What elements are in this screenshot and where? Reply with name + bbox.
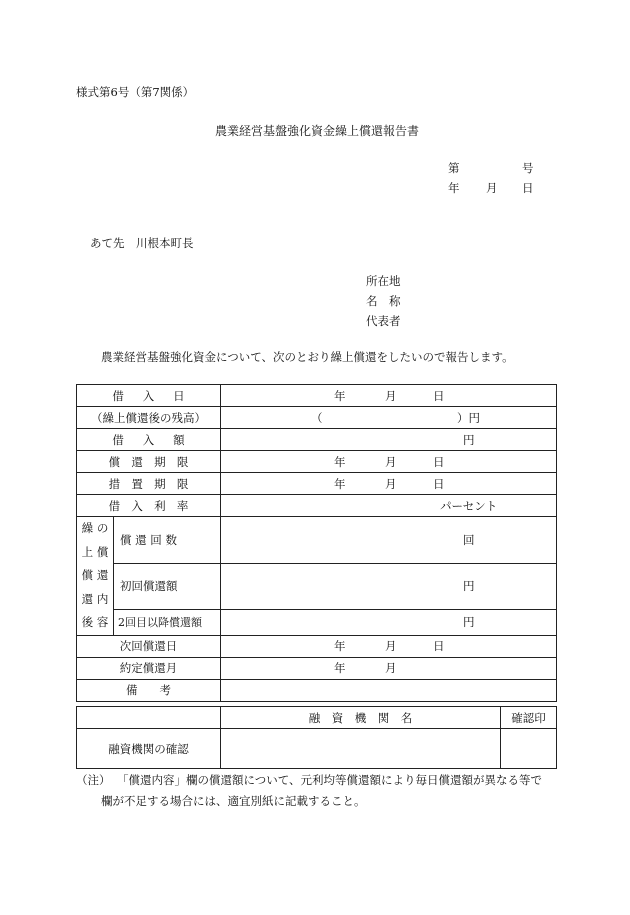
bank-confirm-row	[77, 729, 557, 769]
applicant-address-label: 所在地	[366, 274, 401, 288]
label-remarks: 備 考	[77, 679, 221, 701]
value-remarks[interactable]	[221, 679, 557, 701]
label-repay-count: 償 還 回 数	[114, 517, 221, 564]
row-interest-rate	[77, 495, 557, 517]
label-later-amount: 2回目以降償還額	[114, 610, 221, 636]
doc-no-go: 号	[522, 161, 534, 175]
bank-header-blank	[77, 707, 221, 729]
value-grace-deadline[interactable]: 年 月 日	[221, 473, 557, 495]
bank-header-seal: 確認印	[501, 707, 557, 729]
bank-name-field[interactable]	[221, 729, 501, 769]
bank-seal-field[interactable]	[501, 729, 557, 769]
label-repay-deadline: 償 還 期 限	[77, 451, 221, 473]
label-grace-deadline: 措 置 期 限	[77, 473, 221, 495]
doc-date-year: 年	[448, 181, 460, 195]
value-fixed-month[interactable]: 年 月	[221, 657, 557, 679]
label-borrow-amount: 借 入 額	[77, 429, 221, 451]
doc-date-day: 日	[522, 181, 534, 195]
doc-no-dai: 第	[448, 161, 460, 175]
label-first-amount: 初回償還額	[114, 563, 221, 610]
group-label-repayment: 繰 の 上 償 償 還 還 内 後 容	[77, 517, 114, 636]
value-later-amount[interactable]: 円	[221, 610, 557, 636]
value-repay-count[interactable]: 回	[221, 517, 557, 564]
note-line-2: 欄が不足する場合には、適宜別紙に記載すること。	[101, 794, 366, 808]
label-interest-rate: 借 入 利 率	[77, 495, 221, 517]
value-borrow-amount[interactable]: 円	[221, 429, 557, 451]
intro-text: 農業経営基盤強化資金について、次のとおり繰上償還をしたいので報告します。	[101, 350, 514, 364]
value-balance[interactable]: （ ）円	[221, 407, 557, 429]
value-next-date[interactable]: 年 月 日	[221, 635, 557, 657]
report-table	[76, 384, 557, 702]
page-title: 農業経営基盤強化資金繰上償還報告書	[215, 124, 420, 138]
bank-table	[76, 706, 557, 769]
value-borrow-date[interactable]: 年 月 日	[221, 385, 557, 407]
value-interest-rate[interactable]: パーセント	[221, 495, 557, 517]
form-number: 様式第6号（第7関係）	[76, 85, 195, 99]
applicant-name-label: 名 称	[366, 294, 401, 308]
note-prefix: （注）	[76, 773, 111, 787]
label-next-date: 次回償還日	[77, 635, 221, 657]
label-fixed-month: 約定償還月	[77, 657, 221, 679]
row-later-amount	[77, 610, 557, 636]
addressee: あて先 川根本町長	[90, 236, 194, 250]
row-borrow-date	[77, 385, 557, 407]
row-fixed-month	[77, 657, 557, 679]
row-borrow-amount	[77, 429, 557, 451]
note-line-1: 「償還内容」欄の償還額について、元利均等償還額により毎日償還額が異なる等で	[117, 773, 543, 787]
row-grace-deadline	[77, 473, 557, 495]
bank-header-row	[77, 707, 557, 729]
row-repay-count	[77, 517, 557, 564]
bank-confirm-label: 融資機関の確認	[77, 729, 221, 769]
label-balance: （繰上償還後の残高）	[77, 407, 221, 429]
value-first-amount[interactable]: 円	[221, 563, 557, 610]
row-repay-deadline	[77, 451, 557, 473]
row-balance	[77, 407, 557, 429]
applicant-representative-label: 代表者	[366, 314, 401, 328]
value-repay-deadline[interactable]: 年 月 日	[221, 451, 557, 473]
doc-date-month: 月	[486, 181, 498, 195]
bank-header-name: 融 資 機 関 名	[221, 707, 501, 729]
row-first-amount	[77, 563, 557, 610]
row-next-date	[77, 635, 557, 657]
label-borrow-date: 借 入 日	[77, 385, 221, 407]
row-remarks	[77, 679, 557, 701]
